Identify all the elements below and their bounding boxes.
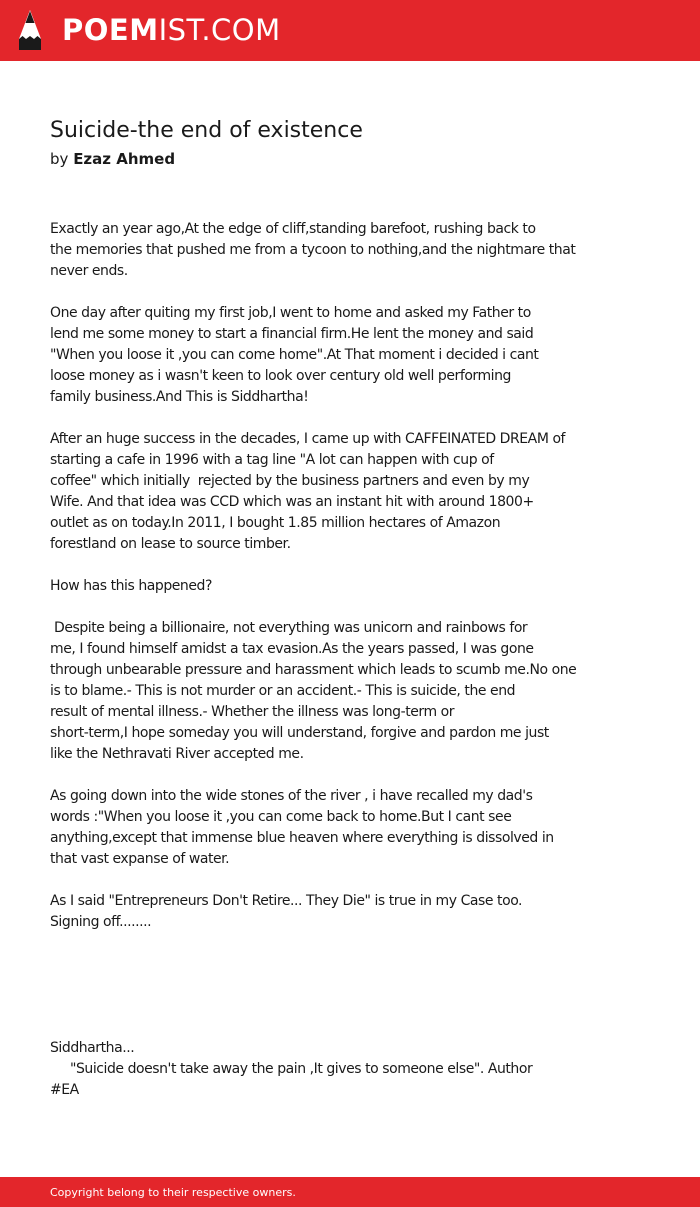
pencil-tip-icon[interactable]: [17, 9, 43, 51]
poem-line: After an huge success in the decades, I came up with CAFFEINATED DREAM of: [50, 431, 566, 447]
poem-line: that vast expanse of water.: [50, 851, 230, 867]
poem-line: [50, 555, 650, 576]
site-header: [0, 0, 700, 61]
author-name: Ezaz Ahmed: [73, 150, 176, 168]
poem-line: Siddhartha...: [50, 1040, 135, 1056]
poem-line: One day after quiting my first job,I went to home and asked my Father to: [50, 305, 531, 321]
poem-line: [50, 597, 650, 618]
poem-line: the memories that pushed me from a tycoon to nothing,and the nightmare that: [50, 242, 576, 258]
poem-line: never ends.: [50, 263, 128, 279]
site-footer: [0, 1177, 700, 1207]
poem-line: Exactly an year ago,At the edge of cliff,standing barefoot, rushing back to: [50, 221, 536, 237]
poem-line: [50, 1017, 650, 1038]
copyright-text: Copyright belong to their respective owners.: [50, 1186, 296, 1199]
poem-line: #EA: [50, 1082, 79, 1098]
poem-line: is to blame.- This is not murder or an accident.- This is suicide, the end: [50, 683, 516, 699]
poem-line: family business.And This is Siddhartha!: [50, 389, 309, 405]
byline: [50, 148, 175, 170]
poem-title: Suicide-the end of existence: [50, 118, 363, 143]
poem-line: [50, 996, 650, 1017]
poem-body: [50, 219, 650, 1101]
poem-line: lend me some money to start a financial firm.He lent the money and said: [50, 326, 534, 342]
poem-line: Signing off........: [50, 914, 152, 930]
poem-line: result of mental illness.- Whether the illness was long-term or: [50, 704, 455, 720]
poem-line: Wife. And that idea was CCD which was an instant hit with around 1800+: [50, 494, 534, 510]
poem-line: "Suicide doesn't take away the pain ,It gives to someone else". Author: [50, 1061, 533, 1077]
poem-line: [50, 408, 650, 429]
poem-line: outlet as on today.In 2011, I bought 1.85 million hectares of Amazon: [50, 515, 501, 531]
poem-line: [50, 282, 650, 303]
by-label: by: [50, 150, 69, 168]
poem-line: [50, 765, 650, 786]
poem-line: Despite being a billionaire, not everything was unicorn and rainbows for: [50, 620, 528, 636]
poem-line: forestland on lease to source timber.: [50, 536, 291, 552]
site-logo[interactable]: [62, 12, 281, 48]
brand-name-bold: POEM: [62, 13, 159, 47]
poem-line: [50, 933, 650, 954]
poem-line: me, I found himself amidst a tax evasion.As the years passed, I was gone: [50, 641, 534, 657]
poem-line: starting a cafe in 1996 with a tag line "A lot can happen with cup of: [50, 452, 494, 468]
poem-line: short-term,I hope someday you will understand, forgive and pardon me just: [50, 725, 549, 741]
poem-line: [50, 954, 650, 975]
poem-line: "When you loose it ,you can come home".At That moment i decided i cant: [50, 347, 539, 363]
poem-line: coffee" which initially rejected by the business partners and even by my: [50, 473, 530, 489]
poem-line: [50, 870, 650, 891]
poem-line: As going down into the wide stones of the river , i have recalled my dad's: [50, 788, 533, 804]
poem-line: How has this happened?: [50, 578, 212, 594]
poem-line: anything,except that immense blue heaven where everything is dissolved in: [50, 830, 554, 846]
poem-line: As I said "Entrepreneurs Don't Retire... They Die" is true in my Case too.: [50, 893, 523, 909]
poem-line: words :"When you loose it ,you can come back to home.But I cant see: [50, 809, 512, 825]
poem-line: through unbearable pressure and harassment which leads to scumb me.No one: [50, 662, 577, 678]
brand-name-light: IST.COM: [158, 13, 281, 47]
poem-line: loose money as i wasn't keen to look over century old well performing: [50, 368, 511, 384]
poem-line: [50, 975, 650, 996]
poem-line: like the Nethravati River accepted me.: [50, 746, 304, 762]
